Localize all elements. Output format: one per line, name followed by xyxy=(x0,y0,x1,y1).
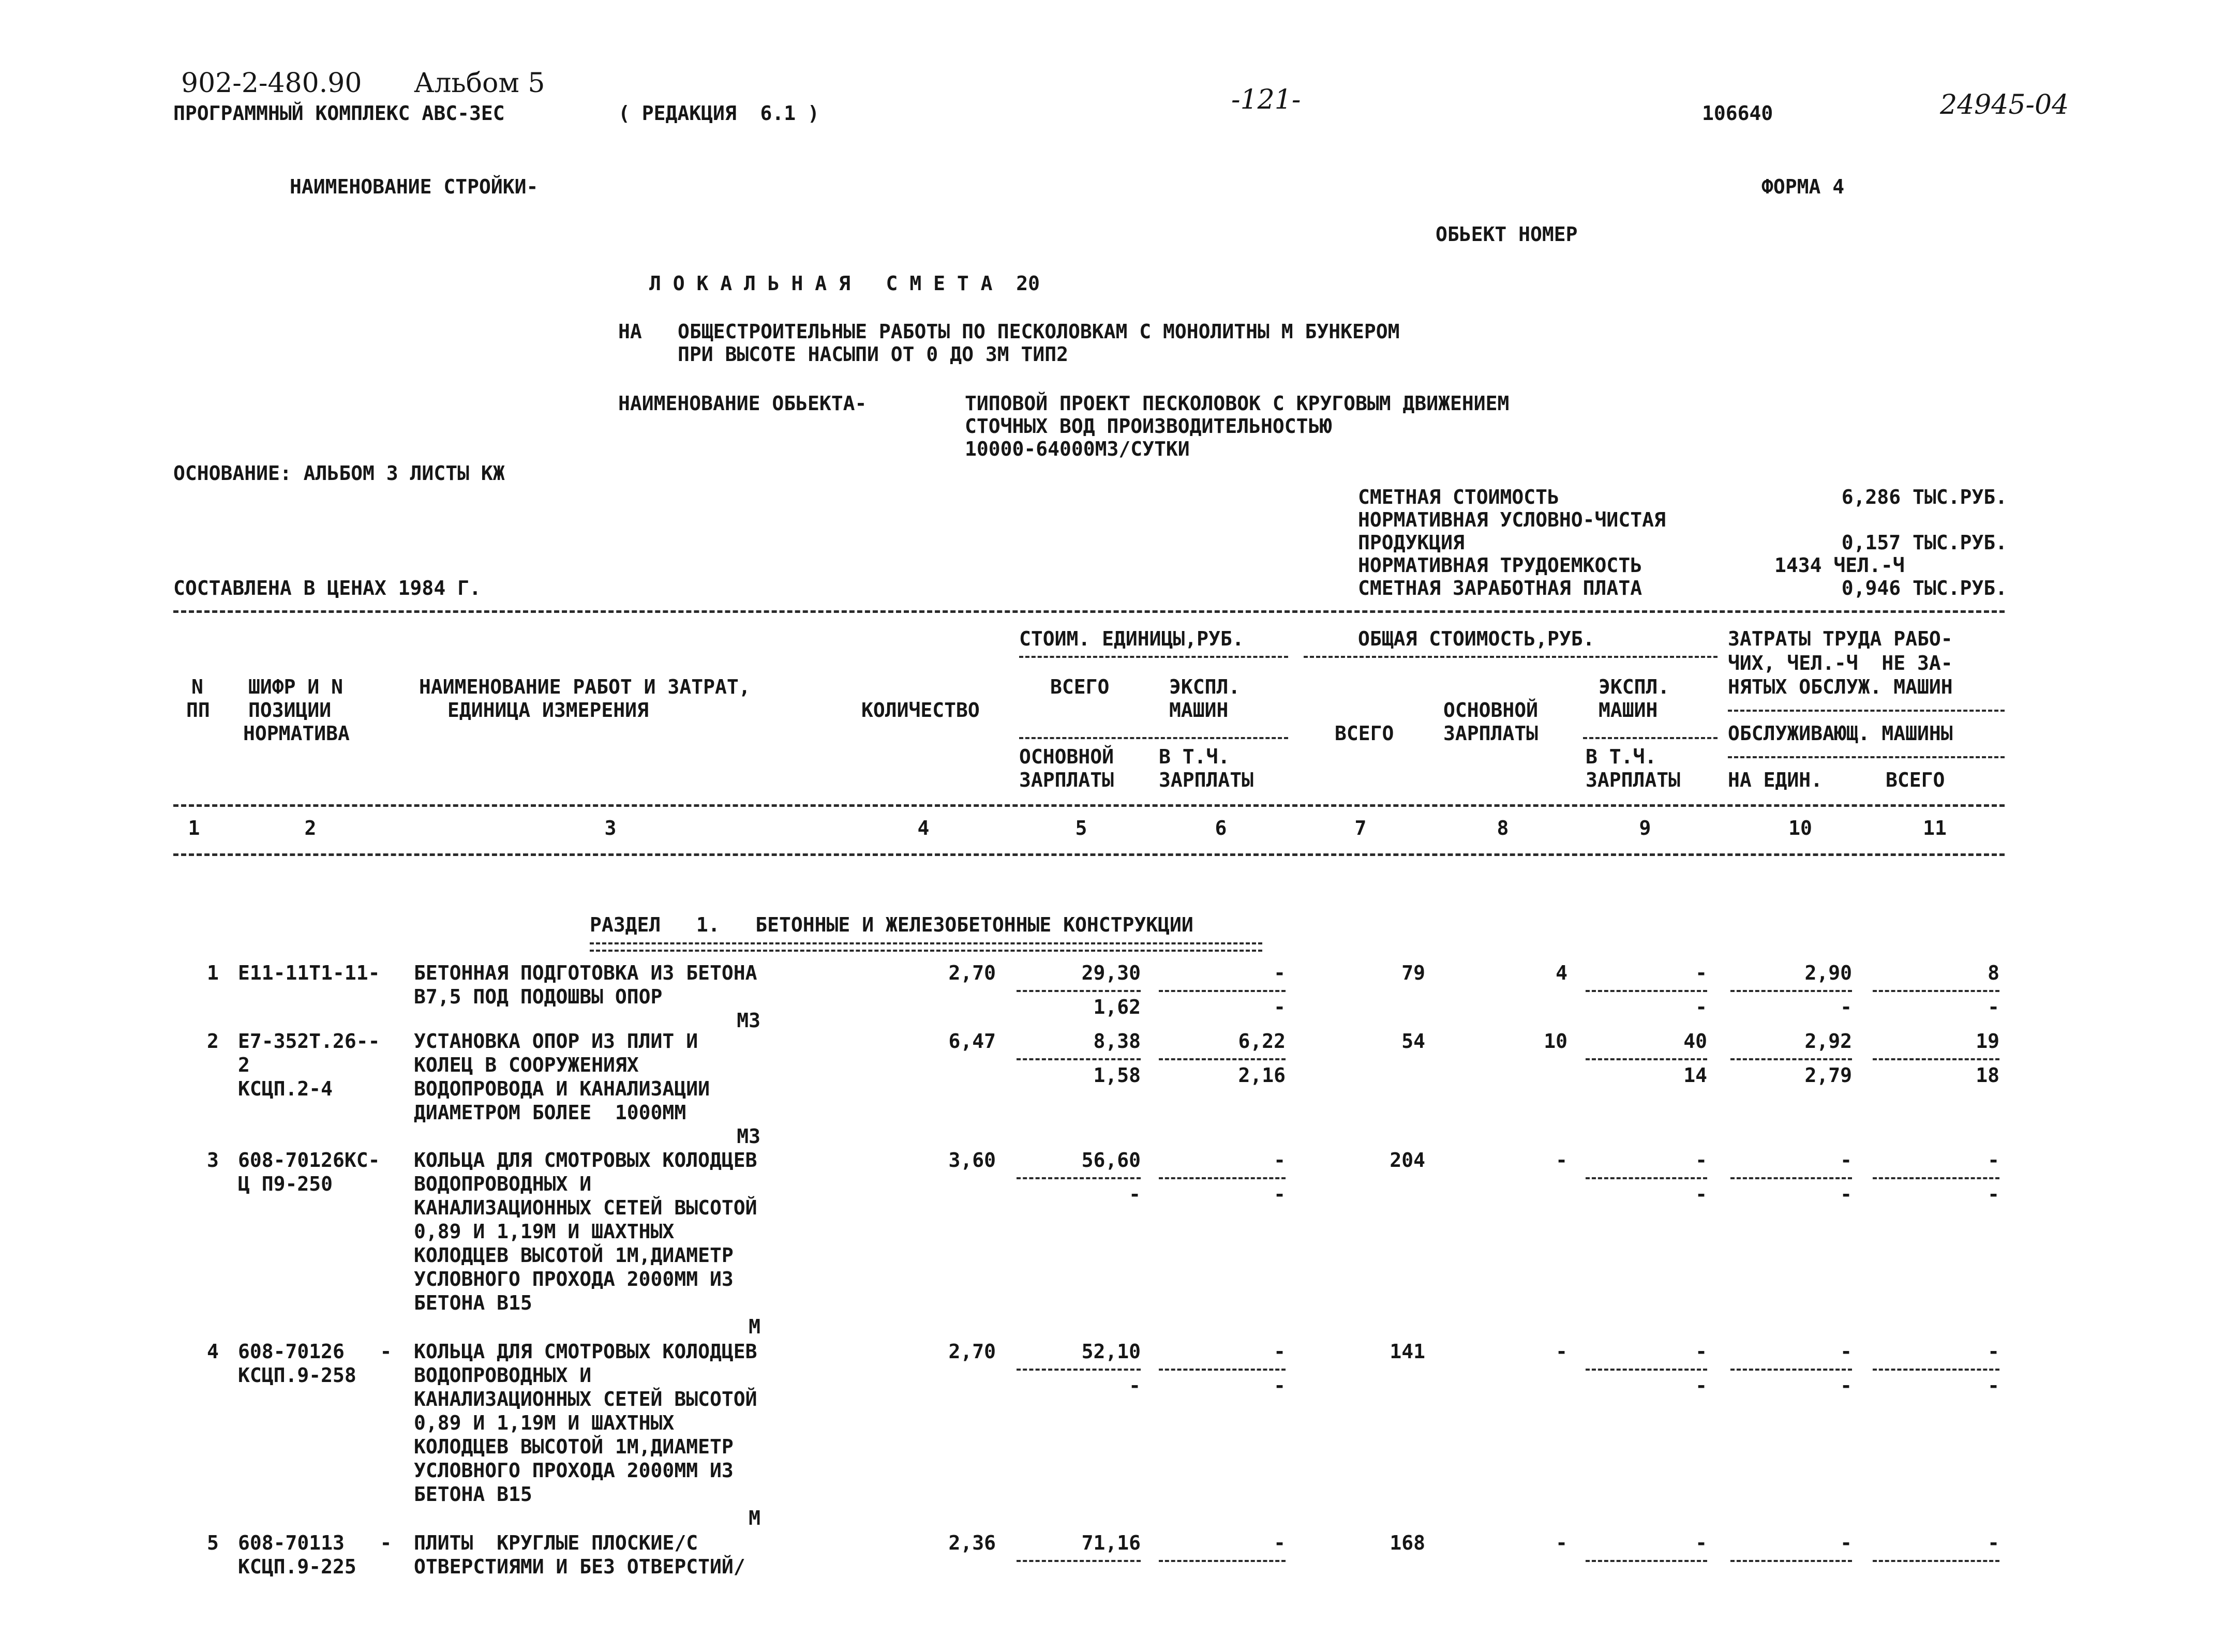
doc-code-1: 106640 xyxy=(1702,102,1773,125)
col-10-header: НА ЕДИН. xyxy=(1728,769,1823,791)
summary-label: СМЕТНАЯ ЗАРАБОТНАЯ ПЛАТА xyxy=(1358,577,1642,599)
row-labor-unit: - xyxy=(1840,1149,1852,1172)
program-name: ПРОГРАММНЫЙ КОМПЛЕКС АВС-3ЕС xyxy=(173,102,505,125)
summary-value: 6,286 ТЫС.РУБ. xyxy=(1841,486,2007,508)
row-total: 79 xyxy=(1401,962,1425,984)
object-line-3: 10000-64000М3/СУТКИ xyxy=(965,438,1190,460)
row-description: ДИАМЕТРОМ БОЛЕЕ 1000ММ xyxy=(414,1101,686,1124)
row-unit-machine-wages: - xyxy=(1274,996,1286,1018)
row-labor-unit: - xyxy=(1840,1531,1852,1554)
basis: ОСНОВАНИЕ: АЛЬБОМ 3 ЛИСТЫ КЖ xyxy=(173,462,505,485)
row-unit: М xyxy=(749,1507,760,1529)
row-labor-total-2: 18 xyxy=(1976,1064,1999,1087)
row-labor-total-2: - xyxy=(1988,1374,1999,1397)
cell-divider xyxy=(1159,1369,1286,1371)
summary-label: ПРОДУКЦИЯ xyxy=(1358,531,1465,554)
row-labor-total: - xyxy=(1988,1149,1999,1172)
object-line-2: СТОЧНЫХ ВОД ПРОИЗВОДИТЕЛЬНОСТЬЮ xyxy=(965,415,1332,438)
row-description: БЕТОНА В15 xyxy=(414,1483,532,1506)
header-rule xyxy=(1728,710,2005,712)
row-total-wages: 4 xyxy=(1556,962,1567,984)
column-number: 2 xyxy=(304,817,317,839)
col-6-header: ЭКСПЛ. xyxy=(1169,675,1241,698)
row-unit-machine: - xyxy=(1274,1531,1286,1554)
cell-divider xyxy=(1159,1560,1286,1562)
row-description: БЕТОНА В15 xyxy=(414,1291,532,1314)
cell-divider xyxy=(1873,1369,1999,1371)
col-3-header: НАИМЕНОВАНИЕ РАБОТ И ЗАТРАТ, xyxy=(419,675,751,698)
col-8-header-2: ЗАРПЛАТЫ xyxy=(1443,722,1539,745)
cell-divider xyxy=(1017,1177,1141,1179)
row-quantity: 3,60 xyxy=(948,1149,996,1172)
doc-code-2: 24945-04 xyxy=(1940,89,2069,121)
row-labor-total: - xyxy=(1988,1531,1999,1554)
column-number: 10 xyxy=(1788,817,1812,839)
header-rule xyxy=(1583,737,1718,739)
row-unit-wages: - xyxy=(1129,1374,1141,1397)
row-description: ОТВЕРСТИЯМИ И БЕЗ ОТВЕРСТИЙ/ xyxy=(414,1555,745,1578)
cell-divider xyxy=(1159,990,1286,992)
col-11-header: ВСЕГО xyxy=(1886,769,1945,791)
row-unit-wages: 1,62 xyxy=(1093,996,1141,1018)
row-code: 608-70126КС- xyxy=(238,1149,380,1172)
labor-header-4: ОБСЛУЖИВАЮЩ. МАШИНЫ xyxy=(1728,722,1953,745)
row-total-wages: 10 xyxy=(1544,1030,1567,1053)
column-number: 8 xyxy=(1497,817,1509,839)
row-description: УСЛОВНОГО ПРОХОДА 2000ММ ИЗ xyxy=(414,1459,734,1482)
col-2-header: ШИФР И N xyxy=(248,675,344,698)
cell-divider xyxy=(1586,1560,1707,1562)
row-unit-machine: 6,22 xyxy=(1238,1030,1286,1053)
row-labor-unit: 2,90 xyxy=(1804,962,1852,984)
edition: ( РЕДАКЦИЯ 6.1 ) xyxy=(618,102,819,125)
row-description: УСТАНОВКА ОПОР ИЗ ПЛИТ И xyxy=(414,1030,698,1053)
row-number: 2 xyxy=(207,1030,219,1053)
col-5-header: ВСЕГО xyxy=(1050,675,1110,698)
row-unit-machine: - xyxy=(1274,1340,1286,1363)
document-title: Л О К А Л Ь Н А Я С М Е Т А 20 xyxy=(649,272,1040,295)
col-6-header-4: ЗАРПЛАТЫ xyxy=(1159,769,1254,791)
col-2-header-2: ПОЗИЦИИ xyxy=(248,699,332,722)
labor-header-3: НЯТЫХ ОБСЛУЖ. МАШИН xyxy=(1728,675,1953,698)
row-total-machine: - xyxy=(1695,1149,1707,1172)
row-number: 5 xyxy=(207,1531,219,1554)
column-number: 9 xyxy=(1639,817,1651,839)
row-labor-total: 19 xyxy=(1976,1030,1999,1053)
row-code: КСЦП.9-225 xyxy=(238,1555,356,1578)
row-description: ВОДОПРОВОДНЫХ И xyxy=(414,1173,592,1195)
header-rule xyxy=(1019,737,1288,739)
cell-divider xyxy=(1730,1369,1852,1371)
summary-label: НОРМАТИВНАЯ ТРУДОЕМКОСТЬ xyxy=(1358,554,1642,577)
column-number: 5 xyxy=(1075,817,1087,839)
cell-divider xyxy=(1730,990,1852,992)
row-unit-machine-wages: - xyxy=(1274,1374,1286,1397)
row-description: БЕТОННАЯ ПОДГОТОВКА ИЗ БЕТОНА xyxy=(414,962,757,984)
row-total-machine: - xyxy=(1695,1340,1707,1363)
row-code: 608-70126 - xyxy=(238,1340,392,1363)
row-labor-unit: 2,92 xyxy=(1804,1030,1852,1053)
column-number: 1 xyxy=(188,817,200,839)
unit-cost-header: СТОИМ. ЕДИНИЦЫ,РУБ. xyxy=(1019,627,1244,650)
row-machine-wages: - xyxy=(1695,996,1707,1018)
header-bottom-rule xyxy=(173,804,2005,807)
summary-value: 0,946 ТЫС.РУБ. xyxy=(1841,577,2007,599)
row-labor-unit-2: - xyxy=(1840,996,1852,1018)
row-unit-wages: - xyxy=(1129,1183,1141,1206)
row-number: 4 xyxy=(207,1340,219,1363)
row-description: КОЛОДЦЕВ ВЫСОТОЙ 1М,ДИАМЕТР xyxy=(414,1244,734,1267)
row-quantity: 2,70 xyxy=(948,962,996,984)
row-total-machine: - xyxy=(1695,962,1707,984)
row-labor-total-2: - xyxy=(1988,996,1999,1018)
row-labor-unit-2: 2,79 xyxy=(1804,1064,1852,1087)
summary-label: НОРМАТИВНАЯ УСЛОВНО-ЧИСТАЯ xyxy=(1358,508,1666,531)
row-labor-unit-2: - xyxy=(1840,1374,1852,1397)
summary-value: 1434 ЧЕЛ.-Ч xyxy=(1774,554,1905,577)
row-code: 608-70113 - xyxy=(238,1531,392,1554)
row-unit-machine: - xyxy=(1274,1149,1286,1172)
cell-divider xyxy=(1873,1177,1999,1179)
cell-divider xyxy=(1730,1177,1852,1179)
col-1-header-2: ПП xyxy=(186,699,210,722)
row-labor-total-2: - xyxy=(1988,1183,1999,1206)
numbers-bottom-rule xyxy=(173,853,2005,856)
object-line-1: ТИПОВОЙ ПРОЕКТ ПЕСКОЛОВОК С КРУГОВЫМ ДВИЖЕНИЕМ xyxy=(965,392,1510,415)
subject-prefix: НА xyxy=(618,320,642,343)
row-unit: М3 xyxy=(737,1125,760,1148)
row-unit-total: 56,60 xyxy=(1081,1149,1141,1172)
row-code: Ц П9-250 xyxy=(238,1173,333,1195)
row-unit: М3 xyxy=(737,1009,760,1032)
row-description: ВОДОПРОВОДНЫХ И xyxy=(414,1364,592,1387)
cell-divider xyxy=(1017,1560,1141,1562)
col-3-header-2: ЕДИНИЦА ИЗМЕРЕНИЯ xyxy=(447,699,649,722)
row-number: 1 xyxy=(207,962,219,984)
cell-divider xyxy=(1159,1058,1286,1060)
row-total-wages: - xyxy=(1556,1149,1567,1172)
row-description: ВОДОПРОВОДА И КАНАЛИЗАЦИИ xyxy=(414,1077,710,1100)
col-5-header-2: ОСНОВНОЙ xyxy=(1019,745,1114,768)
price-basis: СОСТАВЛЕНА В ЦЕНАХ 1984 Г. xyxy=(173,577,481,599)
col-9-header-2: МАШИН xyxy=(1599,699,1658,722)
row-labor-unit-2: - xyxy=(1840,1183,1852,1206)
subject-line-2: ПРИ ВЫСОТЕ НАСЫПИ ОТ 0 ДО 3М ТИП2 xyxy=(678,343,1068,366)
cell-divider xyxy=(1159,1177,1286,1179)
col-6-header-2: МАШИН xyxy=(1169,699,1229,722)
row-total-machine: 40 xyxy=(1683,1030,1707,1053)
column-number: 3 xyxy=(604,817,617,839)
row-description: 0,89 И 1,19М И ШАХТНЫХ xyxy=(414,1220,675,1243)
object-number: ОБЬЕКТ НОМЕР xyxy=(1436,223,1578,246)
row-description: В7,5 ПОД ПОДОШВЫ ОПОР xyxy=(414,985,663,1008)
col-8-header: ОСНОВНОЙ xyxy=(1443,699,1539,722)
col-6-header-3: В Т.Ч. xyxy=(1159,745,1230,768)
form-label: ФОРМА 4 xyxy=(1761,175,1845,198)
header-rule xyxy=(1019,656,1288,658)
row-code: КСЦП.9-258 xyxy=(238,1364,356,1387)
column-number: 4 xyxy=(917,817,930,839)
row-description: КОЛОДЦЕВ ВЫСОТОЙ 1М,ДИАМЕТР xyxy=(414,1435,734,1458)
row-labor-total: - xyxy=(1988,1340,1999,1363)
cell-divider xyxy=(1873,1058,1999,1060)
row-unit-total: 71,16 xyxy=(1081,1531,1141,1554)
cell-divider xyxy=(1017,1058,1141,1060)
row-description: КАНАЛИЗАЦИОННЫХ СЕТЕЙ ВЫСОТОЙ xyxy=(414,1388,757,1410)
col-2-header-3: НОРМАТИВА xyxy=(243,722,350,745)
cell-divider xyxy=(1730,1560,1852,1562)
cell-divider xyxy=(1873,1560,1999,1562)
row-unit-total: 29,30 xyxy=(1081,962,1141,984)
row-total-wages: - xyxy=(1556,1340,1567,1363)
col-9-header-3: В Т.Ч. xyxy=(1586,745,1657,768)
cell-divider xyxy=(1586,1177,1707,1179)
col-4-header: КОЛИЧЕСТВО xyxy=(861,699,980,722)
col-1-header: N xyxy=(191,675,203,698)
subject-line-1: ОБЩЕСТРОИТЕЛЬНЫЕ РАБОТЫ ПО ПЕСКОЛОВКАМ С МОНОЛИТНЫ М БУНКЕРОМ xyxy=(678,320,1400,343)
section-title: РАЗДЕЛ 1. БЕТОННЫЕ И ЖЕЛЕЗОБЕТОННЫЕ КОНСТРУКЦИИ xyxy=(590,913,1193,936)
stamp-number: 902-2-480.90 xyxy=(181,68,362,99)
row-description: КОЛЕЦ В СООРУЖЕНИЯХ xyxy=(414,1054,639,1076)
row-labor-total: 8 xyxy=(1988,962,1999,984)
row-description: ПЛИТЫ КРУГЛЫЕ ПЛОСКИЕ/С xyxy=(414,1531,698,1554)
column-number: 7 xyxy=(1354,817,1367,839)
row-quantity: 2,36 xyxy=(948,1531,996,1554)
row-description: КОЛЬЦА ДЛЯ СМОТРОВЫХ КОЛОДЦЕВ xyxy=(414,1149,757,1172)
row-unit-total: 52,10 xyxy=(1081,1340,1141,1363)
cell-divider xyxy=(1730,1058,1852,1060)
album-label: Альбом 5 xyxy=(414,68,545,99)
section-underline xyxy=(590,942,1262,952)
col-5-header-3: ЗАРПЛАТЫ xyxy=(1019,769,1114,791)
cell-divider xyxy=(1586,1369,1707,1371)
object-label: НАИМЕНОВАНИЕ ОБЬЕКТА- xyxy=(618,392,867,415)
cell-divider xyxy=(1873,990,1999,992)
row-code: 2 xyxy=(238,1054,250,1076)
row-machine-wages: - xyxy=(1695,1374,1707,1397)
row-unit-machine: - xyxy=(1274,962,1286,984)
row-number: 3 xyxy=(207,1149,219,1172)
labor-header-2: ЧИХ, ЧЕЛ.-Ч НЕ ЗА- xyxy=(1728,652,1953,674)
column-number: 11 xyxy=(1923,817,1947,839)
row-total-wages: - xyxy=(1556,1531,1567,1554)
total-cost-header: ОБЩАЯ СТОИМОСТЬ,РУБ. xyxy=(1358,627,1595,650)
row-unit: М xyxy=(749,1315,760,1338)
row-quantity: 6,47 xyxy=(948,1030,996,1053)
row-description: КОЛЬЦА ДЛЯ СМОТРОВЫХ КОЛОДЦЕВ xyxy=(414,1340,757,1363)
row-description: УСЛОВНОГО ПРОХОДА 2000ММ ИЗ xyxy=(414,1268,734,1290)
construction-label: НАИМЕНОВАНИЕ СТРОЙКИ- xyxy=(290,175,539,198)
labor-header: ЗАТРАТЫ ТРУДА РАБО- xyxy=(1728,627,1953,650)
row-total: 168 xyxy=(1390,1531,1425,1554)
col-9-header: ЭКСПЛ. xyxy=(1599,675,1670,698)
cell-divider xyxy=(1017,990,1141,992)
row-description: КАНАЛИЗАЦИОННЫХ СЕТЕЙ ВЫСОТОЙ xyxy=(414,1196,757,1219)
summary-value: 0,157 ТЫС.РУБ. xyxy=(1841,531,2007,554)
row-labor-unit: - xyxy=(1840,1340,1852,1363)
header-rule xyxy=(1728,756,2005,758)
row-unit-machine-wages: - xyxy=(1274,1183,1286,1206)
row-total: 204 xyxy=(1390,1149,1425,1172)
row-unit-wages: 1,58 xyxy=(1093,1064,1141,1087)
row-quantity: 2,70 xyxy=(948,1340,996,1363)
page-mark: -121- xyxy=(1231,84,1301,115)
col-7-header: ВСЕГО xyxy=(1335,722,1394,745)
row-unit-total: 8,38 xyxy=(1093,1030,1141,1053)
row-code: КСЦП.2-4 xyxy=(238,1077,333,1100)
col-9-header-4: ЗАРПЛАТЫ xyxy=(1586,769,1681,791)
cell-divider xyxy=(1586,1058,1707,1060)
row-machine-wages: - xyxy=(1695,1183,1707,1206)
row-total-machine: - xyxy=(1695,1531,1707,1554)
row-code: Е7-352Т.26-- xyxy=(238,1030,380,1053)
cell-divider xyxy=(1586,990,1707,992)
table-top-rule xyxy=(173,610,2005,613)
row-code: Е11-11Т1-11- xyxy=(238,962,380,984)
header-rule xyxy=(1304,656,1718,658)
row-description: 0,89 И 1,19М И ШАХТНЫХ xyxy=(414,1411,675,1434)
row-unit-machine-wages: 2,16 xyxy=(1238,1064,1286,1087)
summary-label: СМЕТНАЯ СТОИМОСТЬ xyxy=(1358,486,1559,508)
cell-divider xyxy=(1017,1369,1141,1371)
row-total: 141 xyxy=(1390,1340,1425,1363)
column-number: 6 xyxy=(1215,817,1227,839)
row-total: 54 xyxy=(1401,1030,1425,1053)
row-machine-wages: 14 xyxy=(1683,1064,1707,1087)
